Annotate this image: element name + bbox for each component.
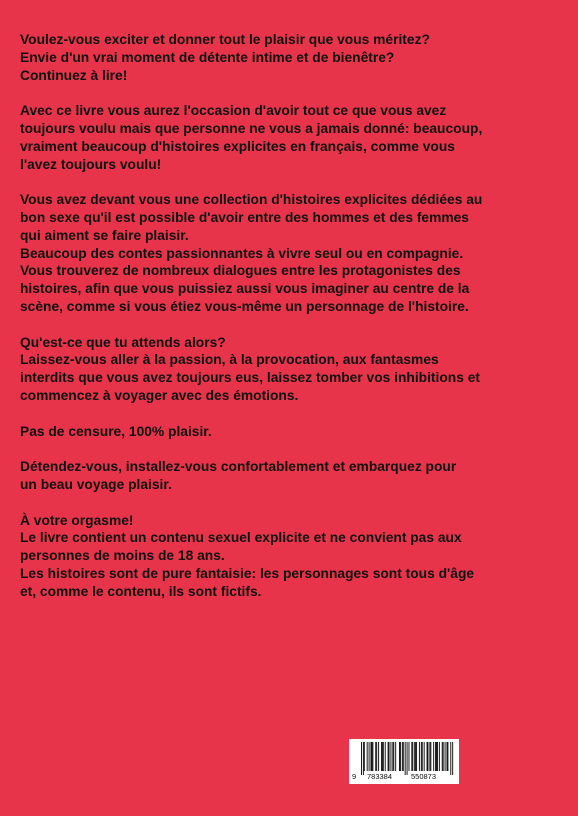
barcode-bar bbox=[429, 742, 430, 771]
blurb-line: Le livre contient un contenu sexuel explicite et ne convient pas aux bbox=[20, 530, 462, 546]
barcode-bar bbox=[390, 742, 391, 771]
barcode-bar bbox=[442, 742, 443, 771]
barcode-bar bbox=[364, 742, 365, 771]
barcode-bar bbox=[411, 742, 412, 771]
barcode-digits-left: 783384 bbox=[367, 772, 393, 781]
barcode-bar bbox=[419, 742, 420, 771]
blurb-line: Vous trouverez de nombreux dialogues entre les protagonistes des bbox=[20, 263, 461, 279]
isbn-barcode bbox=[349, 739, 459, 784]
blurb-line: Continuez à lire! bbox=[20, 67, 128, 83]
blurb-paragraph-collection bbox=[20, 191, 565, 316]
blurb-line: Pas de censure, 100% plaisir. bbox=[20, 423, 212, 439]
blurb-line: l'avez toujours voulu! bbox=[20, 156, 162, 172]
back-cover-blurb bbox=[20, 31, 565, 618]
barcode-bar bbox=[388, 742, 389, 771]
barcode-bar bbox=[381, 742, 382, 771]
barcode-bar bbox=[376, 742, 377, 771]
blurb-line: Avec ce livre vous aurez l'occasion d'avoir tout ce que vous avez bbox=[20, 103, 447, 119]
blurb-line: histoires, afin que vous puissiez aussi vous imaginer au centre de la bbox=[20, 281, 470, 297]
blurb-line: Beaucoup des contes passionnantes à vivre seul ou en compagnie. bbox=[20, 245, 464, 261]
barcode-bar bbox=[452, 742, 453, 775]
blurb-line: Vous avez devant vous une collection d'histoires explicites dédiées au bbox=[20, 192, 483, 208]
barcode-bar bbox=[371, 742, 372, 771]
barcode-bar bbox=[445, 742, 446, 771]
barcode-bar bbox=[450, 742, 451, 775]
barcode-bar bbox=[439, 742, 440, 771]
barcode-bar bbox=[395, 742, 396, 771]
barcode-digit-first: 9 bbox=[352, 772, 357, 781]
barcode-bar bbox=[389, 742, 390, 771]
barcode-bar bbox=[416, 742, 417, 771]
barcode-bar bbox=[447, 742, 448, 771]
barcode-bar bbox=[363, 742, 364, 775]
blurb-paragraph-question bbox=[20, 334, 565, 405]
barcode-bar bbox=[392, 742, 393, 771]
barcode-bar bbox=[369, 742, 370, 771]
blurb-line: scène, comme si vous étiez vous-même un personnage de l'histoire. bbox=[20, 298, 469, 314]
barcode-bar bbox=[436, 742, 437, 771]
barcode-bar bbox=[382, 742, 383, 771]
barcode-bar bbox=[412, 742, 413, 771]
blurb-line: Voulez-vous exciter et donner tout le plaisir que vous méritez? bbox=[20, 32, 430, 47]
barcode-bar bbox=[430, 742, 431, 771]
blurb-line: bon sexe qu'il est possible d'avoir entre des hommes et des femmes bbox=[20, 209, 469, 225]
blurb-line: personnes de moins de 18 ans. bbox=[20, 548, 225, 564]
barcode-bar bbox=[422, 742, 423, 771]
blurb-line: et, comme le contenu, ils sont fictifs. bbox=[20, 583, 262, 599]
blurb-line: Laissez-vous aller à la passion, à la provocation, aux fantasmes bbox=[20, 352, 439, 368]
barcode-bar bbox=[415, 742, 416, 771]
blurb-paragraph-intro bbox=[20, 31, 565, 84]
barcode-bar bbox=[409, 742, 410, 771]
blurb-line: Les histoires sont de pure fantaisie: les personnages sont tous d'âge bbox=[20, 565, 475, 581]
barcode-bar bbox=[400, 742, 401, 771]
blurb-line: un beau voyage plaisir. bbox=[20, 476, 172, 492]
blurb-line: Envie d'un vrai moment de détente intime et de bienêtre? bbox=[20, 49, 395, 65]
blurb-paragraph-relax bbox=[20, 458, 565, 494]
barcode-bar bbox=[399, 742, 400, 771]
barcode-bar bbox=[435, 742, 436, 771]
barcode-bar bbox=[393, 742, 394, 771]
barcode-bar bbox=[402, 742, 403, 771]
barcode-bar bbox=[375, 742, 376, 771]
barcode-bar bbox=[443, 742, 444, 771]
blurb-line: À votre orgasme! bbox=[20, 512, 134, 528]
blurb-line: Qu'est-ce que tu attends alors? bbox=[20, 334, 226, 350]
barcode-digits-right: 550873 bbox=[411, 772, 437, 781]
barcode-bar bbox=[428, 742, 429, 771]
barcode-bar bbox=[424, 742, 425, 771]
blurb-line: vraiment beaucoup d'histoires explicites en français, comme vous bbox=[20, 138, 455, 154]
barcode-bar bbox=[361, 742, 362, 775]
barcode-bar bbox=[421, 742, 422, 771]
blurb-paragraph-censorship bbox=[20, 423, 565, 441]
barcode-bar bbox=[383, 742, 384, 771]
barcode-bar bbox=[433, 742, 434, 771]
barcode-bar bbox=[447, 742, 448, 771]
barcode-bar bbox=[403, 742, 404, 771]
barcode-bar bbox=[407, 742, 408, 775]
blurb-paragraph-disclaimer bbox=[20, 512, 565, 601]
barcode-bar bbox=[405, 742, 406, 775]
barcode-bar bbox=[427, 742, 428, 771]
barcode-bar bbox=[367, 742, 368, 771]
blurb-line: commencez à voyager avec des émotions. bbox=[20, 387, 299, 403]
barcode-bar bbox=[437, 742, 438, 771]
barcode-bar bbox=[372, 742, 373, 771]
barcode-digits bbox=[349, 772, 459, 783]
blurb-line: Détendez-vous, installez-vous confortablement et embarquez pour bbox=[20, 459, 457, 475]
blurb-line: interdits que vous avez toujours eus, laissez tomber vos inhibitions et bbox=[20, 370, 480, 386]
blurb-line: qui aiment se faire plaisir. bbox=[20, 227, 189, 243]
barcode-bar bbox=[414, 742, 415, 771]
blurb-line: toujours voulu mais que personne ne vous a jamais donné: beaucoup, bbox=[20, 120, 483, 136]
blurb-paragraph-offer bbox=[20, 102, 565, 173]
barcode-bar bbox=[371, 742, 372, 771]
barcode-bar bbox=[385, 742, 386, 771]
barcode-bar bbox=[378, 742, 379, 771]
